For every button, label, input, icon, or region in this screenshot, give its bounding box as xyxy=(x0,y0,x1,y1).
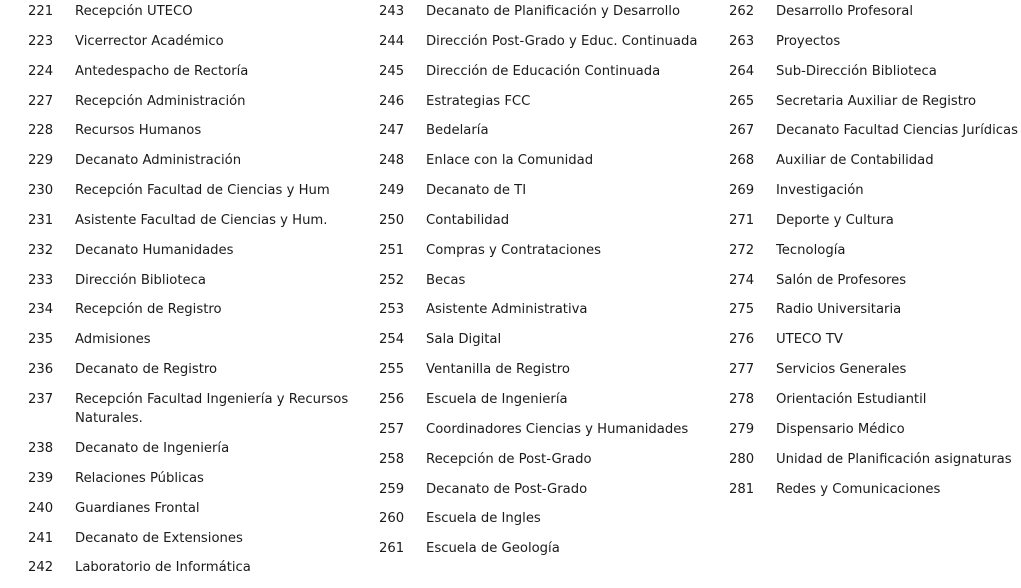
directory-entry xyxy=(729,450,1019,480)
directory-entry xyxy=(379,509,709,539)
directory-entry xyxy=(379,62,709,92)
extension-number: 224 xyxy=(28,63,54,79)
extension-number: 234 xyxy=(28,302,54,318)
department-name: Estrategias FCC xyxy=(426,93,531,109)
directory-entry xyxy=(729,271,1019,301)
directory-entry xyxy=(379,211,709,241)
department-name: Decanato de Ingeniería xyxy=(75,440,230,456)
extension-number: 243 xyxy=(379,4,405,19)
extension-number: 265 xyxy=(729,93,755,109)
directory-entry xyxy=(28,121,358,151)
directory-column-3 xyxy=(729,2,1019,509)
extension-number: 267 xyxy=(729,123,755,139)
department-name: Tecnología xyxy=(776,242,846,258)
extension-number: 227 xyxy=(28,93,54,109)
directory-entry xyxy=(379,390,709,420)
extension-number: 228 xyxy=(28,123,54,139)
directory-entry xyxy=(379,121,709,151)
department-name: Redes y Comunicaciones xyxy=(776,481,941,497)
directory-entry xyxy=(729,121,1019,151)
department-name: Antedespacho de Rectoría xyxy=(75,63,249,79)
extension-number: 244 xyxy=(379,33,405,49)
directory-entry xyxy=(379,420,709,450)
extension-number: 240 xyxy=(28,500,54,516)
extension-number: 264 xyxy=(729,63,755,79)
directory-entry xyxy=(729,390,1019,420)
extension-number: 221 xyxy=(28,4,54,19)
directory-entry xyxy=(379,300,709,330)
extension-number: 257 xyxy=(379,421,405,437)
extension-number: 262 xyxy=(729,4,755,19)
directory-entry xyxy=(28,439,358,469)
directory-entry xyxy=(729,241,1019,271)
extension-number: 233 xyxy=(28,272,54,288)
extension-number: 229 xyxy=(28,153,54,169)
directory-entry xyxy=(28,529,358,559)
department-name: Coordinadores Ciencias y Humanidades xyxy=(426,421,689,437)
directory-entry xyxy=(729,151,1019,181)
directory-entry xyxy=(28,271,358,301)
department-name: Radio Universitaria xyxy=(776,302,902,318)
extension-number: 269 xyxy=(729,183,755,199)
extension-number: 278 xyxy=(729,391,755,407)
extension-number: 260 xyxy=(379,511,405,527)
department-name: Salón de Profesores xyxy=(776,272,907,288)
department-name: Enlace con la Comunidad xyxy=(426,153,594,169)
directory-entry xyxy=(28,300,358,330)
directory-entry xyxy=(379,450,709,480)
directory-entry xyxy=(379,2,709,32)
department-name: Recepción de Post-Grado xyxy=(426,451,592,467)
directory-entry xyxy=(28,151,358,181)
extension-number: 238 xyxy=(28,440,54,456)
directory-entry xyxy=(379,92,709,122)
department-name: Dirección Post-Grado y Educ. Continuada xyxy=(426,33,698,49)
extension-number: 274 xyxy=(729,272,755,288)
extension-number: 236 xyxy=(28,362,54,378)
department-name: Admisiones xyxy=(75,332,151,348)
department-name: Sala Digital xyxy=(426,332,502,348)
department-name: Unidad de Planificación asignaturas xyxy=(776,451,1012,467)
directory-entry xyxy=(379,32,709,62)
department-name: Bedelaría xyxy=(426,123,489,139)
extension-number: 246 xyxy=(379,93,405,109)
extension-number: 280 xyxy=(729,451,755,467)
directory-entry xyxy=(729,360,1019,390)
extension-number: 276 xyxy=(729,332,755,348)
department-name: Dirección Biblioteca xyxy=(75,272,206,288)
department-name: UTECO TV xyxy=(776,332,843,348)
department-name: Decanato de Post-Grado xyxy=(426,481,588,497)
department-name: Contabilidad xyxy=(426,212,510,228)
extension-number: 259 xyxy=(379,481,405,497)
department-name: Asistente Facultad de Ciencias y Hum. xyxy=(75,212,328,228)
directory-entry xyxy=(28,211,358,241)
department-name: Vicerrector Académico xyxy=(75,33,224,49)
extension-number: 250 xyxy=(379,212,405,228)
extension-number: 249 xyxy=(379,183,405,199)
department-name: Laboratorio de Informática xyxy=(75,560,251,576)
extension-number: 263 xyxy=(729,33,755,49)
directory-entry xyxy=(28,390,358,439)
extension-number: 231 xyxy=(28,212,54,228)
directory-entry xyxy=(729,181,1019,211)
extension-number: 230 xyxy=(28,183,54,199)
directory-entry xyxy=(28,181,358,211)
extension-number: 247 xyxy=(379,123,405,139)
department-name: Sub-Dirección Biblioteca xyxy=(776,63,937,79)
department-name: Ventanilla de Registro xyxy=(426,362,570,378)
directory-entry xyxy=(729,211,1019,241)
department-name: Decanato Administración xyxy=(75,153,242,169)
department-name: Orientación Estudiantil xyxy=(776,391,927,407)
directory-entry xyxy=(729,300,1019,330)
extension-number: 235 xyxy=(28,332,54,348)
department-name: Investigación xyxy=(776,183,864,199)
extension-number: 261 xyxy=(379,541,405,557)
department-name: Escuela de Geología xyxy=(426,541,560,557)
directory-entry xyxy=(379,360,709,390)
directory-entry xyxy=(28,92,358,122)
extension-number: 248 xyxy=(379,153,405,169)
department-name: Decanato de Registro xyxy=(75,362,218,378)
extension-number: 275 xyxy=(729,302,755,318)
department-name: Recepción UTECO xyxy=(75,4,193,19)
directory-entry xyxy=(379,330,709,360)
extension-number: 245 xyxy=(379,63,405,79)
directory-entry xyxy=(28,360,358,390)
extension-number: 251 xyxy=(379,242,405,258)
department-name: Escuela de Ingles xyxy=(426,511,541,527)
department-name: Decanato Facultad Ciencias Jurídicas xyxy=(776,123,1018,139)
department-name: Recepción Facultad de Ciencias y Hum xyxy=(75,183,330,199)
directory-entry xyxy=(729,330,1019,360)
department-name: Compras y Contrataciones xyxy=(426,242,601,258)
directory-entry xyxy=(729,62,1019,92)
directory-entry xyxy=(28,2,358,32)
directory-entry xyxy=(379,241,709,271)
extension-number: 239 xyxy=(28,470,54,486)
directory-entry xyxy=(28,469,358,499)
department-name: Recursos Humanos xyxy=(75,123,202,139)
department-name: Recepción de Registro xyxy=(75,302,222,318)
extension-number: 281 xyxy=(729,481,755,497)
department-name: Auxiliar de Contabilidad xyxy=(776,153,934,169)
extension-number: 223 xyxy=(28,33,54,49)
directory-entry xyxy=(379,151,709,181)
department-name: Decanato de TI xyxy=(426,183,527,199)
department-name: Proyectos xyxy=(776,33,841,49)
department-name: Asistente Administrativa xyxy=(426,302,588,318)
extension-number: 258 xyxy=(379,451,405,467)
directory-column-1 xyxy=(28,2,358,588)
directory-entry xyxy=(379,480,709,510)
extension-number: 277 xyxy=(729,362,755,378)
department-name: Decanato de Planificación y Desarrollo xyxy=(426,4,681,19)
department-name: Secretaria Auxiliar de Registro xyxy=(776,93,977,109)
department-name: Escuela de Ingeniería xyxy=(426,391,568,407)
directory-entry xyxy=(379,271,709,301)
department-name: Desarrollo Profesoral xyxy=(776,4,913,19)
department-name: Dispensario Médico xyxy=(776,421,905,437)
extension-number: 253 xyxy=(379,302,405,318)
department-name: Recepción Administración xyxy=(75,93,246,109)
department-name: Deporte y Cultura xyxy=(776,212,894,228)
extension-number: 252 xyxy=(379,272,405,288)
directory-entry xyxy=(729,32,1019,62)
extension-number: 237 xyxy=(28,391,54,407)
department-name: Servicios Generales xyxy=(776,362,907,378)
extension-number: 241 xyxy=(28,530,54,546)
department-name: Decanato de Extensiones xyxy=(75,530,243,546)
directory-entry xyxy=(28,558,358,588)
directory-entry xyxy=(28,330,358,360)
directory-entry xyxy=(28,241,358,271)
extension-number: 279 xyxy=(729,421,755,437)
extension-number: 242 xyxy=(28,560,54,576)
extension-number: 272 xyxy=(729,242,755,258)
department-name: Recepción Facultad Ingeniería y Recursos Naturales. xyxy=(75,391,349,426)
extension-number: 256 xyxy=(379,391,405,407)
directory-entry xyxy=(379,181,709,211)
directory-entry xyxy=(28,62,358,92)
extension-number: 255 xyxy=(379,362,405,378)
extension-number: 271 xyxy=(729,212,755,228)
directory-entry xyxy=(28,499,358,529)
department-name: Becas xyxy=(426,272,466,288)
directory-entry xyxy=(729,420,1019,450)
department-name: Relaciones Públicas xyxy=(75,470,204,486)
department-name: Decanato Humanidades xyxy=(75,242,234,258)
extension-number: 232 xyxy=(28,242,54,258)
directory-entry xyxy=(729,2,1019,32)
department-name: Dirección de Educación Continuada xyxy=(426,63,661,79)
directory-entry xyxy=(28,32,358,62)
directory-entry xyxy=(729,480,1019,510)
extension-number: 254 xyxy=(379,332,405,348)
directory-column-2 xyxy=(379,2,709,569)
department-name: Guardianes Frontal xyxy=(75,500,200,516)
directory-entry xyxy=(379,539,709,569)
directory-entry xyxy=(729,92,1019,122)
extension-number: 268 xyxy=(729,153,755,169)
